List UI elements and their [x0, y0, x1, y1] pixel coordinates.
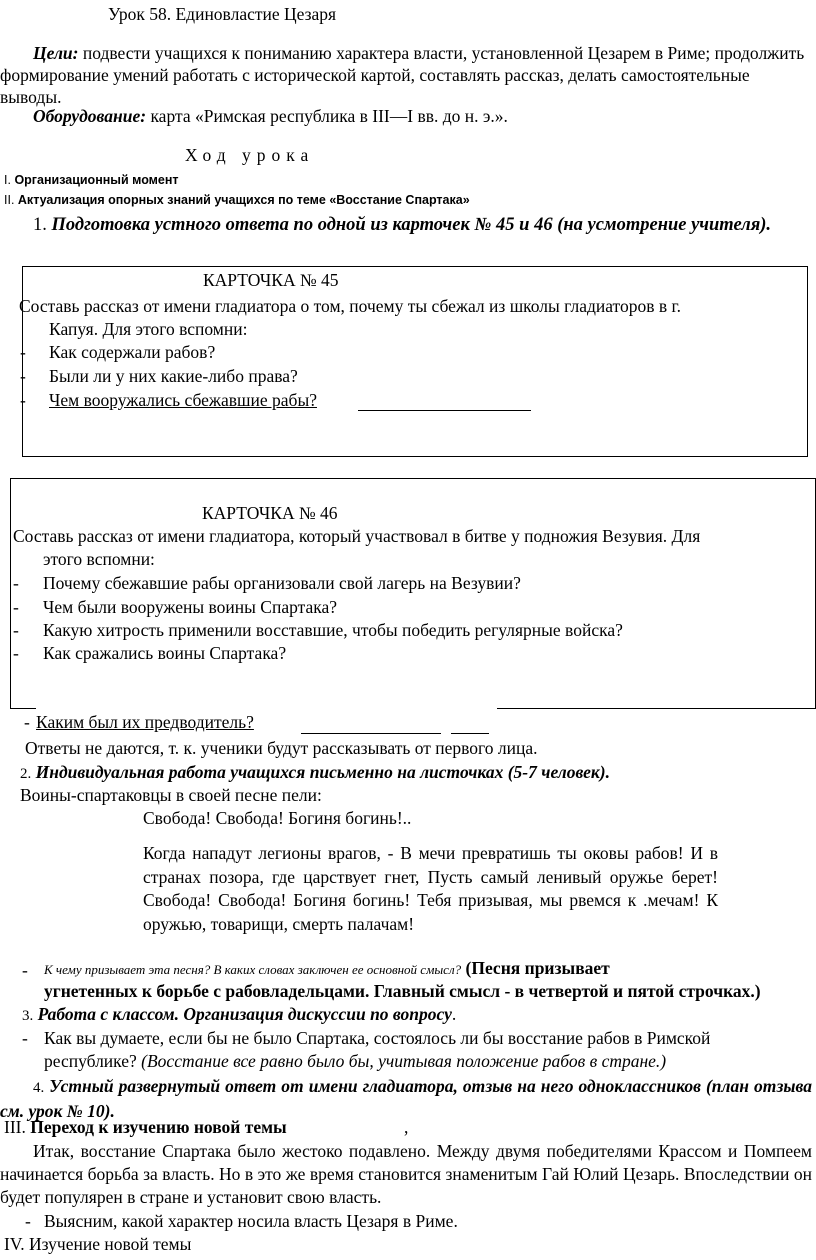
- task-2-answer: угнетенных к борьбе с рабовладельцами. Главный смысл - в четвертой и пятой строчках.): [44, 981, 761, 1001]
- card-46-question-1: Почему сбежавшие рабы организовали свой лагерь на Везувии?: [43, 573, 521, 593]
- task-4: [0, 1075, 812, 1123]
- section-3-title: Переход к изучению новой темы: [30, 1117, 287, 1137]
- task-3: [22, 1004, 456, 1025]
- answer-blank-line: [301, 733, 441, 734]
- task-2: [20, 762, 610, 783]
- card-46-bullet: -: [13, 643, 19, 663]
- card-46-bullet: -: [13, 620, 19, 640]
- card-46-bottom-left: [10, 708, 36, 709]
- card-46-title: КАРТОЧКА № 46: [202, 503, 338, 523]
- task-2-number: 2.: [20, 766, 32, 782]
- section-2-number: II.: [4, 193, 15, 207]
- task-3-question-end: республике?: [44, 1051, 137, 1071]
- task-3-question: Как вы думаете, если бы не было Спартака, состоялось ли бы восстание рабов в Римской: [44, 1028, 711, 1048]
- card-46-question-5: Каким был их предводитель?: [36, 712, 254, 732]
- goals-paragraph: [0, 42, 812, 108]
- answers-note: Ответы не даются, т. к. ученики будут рассказывать от первого лица.: [25, 738, 538, 758]
- section-2: [4, 193, 470, 207]
- goals-label: Цели:: [33, 43, 79, 63]
- section-1-title: Организационный момент: [14, 173, 179, 187]
- section-2-title: Актуализация опорных знаний учащихся по теме «Восстание Спартака»: [17, 193, 470, 207]
- card-45-question-3: Чем вооружались сбежавшие рабы?: [49, 390, 317, 410]
- card-45-intro-cont: Капуя. Для этого вспомни:: [49, 319, 248, 339]
- task-1-number: 1.: [33, 215, 47, 235]
- task-2-text: Индивидуальная работа учащихся письменно на листочках (5-7 человек).: [35, 762, 610, 782]
- card-46-bullet: -: [24, 712, 30, 732]
- stray-comma: ,: [404, 1117, 409, 1137]
- task-4-text: Устный развернутый ответ от имени гладиатора, отзыв на него одноклассников (план отзыва см. урок № 10).: [0, 1076, 812, 1121]
- card-45-intro: Составь рассказ от имени гладиатора о том, почему ты сбежал из школы гладиаторов в г.: [19, 296, 682, 316]
- task-2-lead: Воины-спартаковцы в своей песне пели:: [20, 785, 322, 805]
- goals-text: подвести учащихся к пониманию характера власти, установленной Цезарем в Риме; продолжить формирование умений работать с исторической картой, составлять рассказ, делать самостоятельные выводы.: [0, 43, 805, 107]
- song-verse: Когда нападут легионы врагов, - В мечи превратишь ты оковы рабов! И в странах позора, где царствует гнет, Пусть самый ленивый оружье берет! Свобода! Свобода! Богиня богинь! Тебя призывая, мы рвемся к .мечам! К оружью, товарищи, смерть палачам!: [143, 843, 718, 934]
- equipment-label: Оборудование:: [33, 106, 147, 126]
- task-2-bullet: -: [22, 960, 28, 980]
- song-refrain: Свобода! Свобода! Богиня богинь!..: [143, 808, 412, 828]
- card-46-intro-cont: этого вспомни:: [43, 549, 155, 569]
- transition-bullet: -: [25, 1211, 31, 1231]
- card-45-question-1: Как содержали рабов?: [49, 342, 216, 362]
- lesson-heading: Ход урока: [185, 145, 315, 165]
- section-3-number: III.: [4, 1117, 26, 1137]
- task-3-answer: (Восстание все равно было бы, учитывая положение рабов в стране.): [141, 1051, 667, 1071]
- card-46-bullet: -: [13, 573, 19, 593]
- equipment-line: [33, 106, 508, 127]
- section-1-number: I.: [4, 173, 11, 187]
- transition-paragraph: Итак, восстание Спартака было жестоко подавлено. Между двумя победителями Крассом и Помпеем начинается борьба за власть. Но в это же время становится знаменитым Гай Юлий Цезарь. Впоследствии он будет популярен в стране и установит свою власть.: [0, 1141, 812, 1207]
- task-2-question-line: [44, 958, 610, 979]
- section-3: [4, 1117, 287, 1138]
- task-2-question: К чему призывает эта песня? В каких словах заключен ее основной смысл?: [44, 962, 462, 977]
- section-1: [4, 173, 179, 187]
- card-45-question-2: Были ли у них какие-либо права?: [49, 366, 298, 386]
- task-3-number: 3.: [22, 1008, 34, 1024]
- task-1: [0, 214, 812, 237]
- task-1-text: Подготовка устного ответа по одной из карточек № 45 и 46 (на усмотрение учителя).: [51, 215, 772, 235]
- card-46-question-2: Чем были вооружены воины Спартака?: [43, 597, 338, 617]
- task-3-question-cont: [44, 1051, 666, 1072]
- card-46-question-3: Какую хитрость применили восставшие, чтобы победить регулярные войска?: [43, 620, 623, 640]
- card-45-title: КАРТОЧКА № 45: [203, 270, 339, 290]
- card-45-bullet: -: [20, 342, 26, 362]
- card-45-bullet: -: [20, 390, 26, 410]
- answer-blank-line: [358, 410, 531, 411]
- card-46-bullet: -: [13, 597, 19, 617]
- card-46-question-4: Как сражались воины Спартака?: [43, 643, 287, 663]
- transition-question: Выясним, какой характер носила власть Цезаря в Риме.: [44, 1211, 458, 1231]
- card-46-intro: Составь рассказ от имени гладиатора, который участвовал в битве у подножия Везувия. Для: [13, 526, 701, 546]
- page-title: Урок 58. Единовластие Цезаря: [108, 4, 337, 24]
- task-3-text: Работа с классом. Организация дискуссии по вопросу: [37, 1004, 452, 1024]
- equipment-text: карта «Римская республика в III—I вв. до н. э.».: [150, 106, 508, 126]
- section-4: IV. Изучение новой темы: [4, 1234, 192, 1254]
- answer-blank-line: [451, 733, 489, 734]
- task-3-bullet: -: [22, 1028, 28, 1048]
- task-4-number: 4.: [33, 1080, 45, 1096]
- task-2-answer-start: (Песня призывает: [465, 958, 610, 978]
- task-3-dot: .: [451, 1004, 457, 1024]
- card-45-bullet: -: [20, 366, 26, 386]
- card-46-bottom-right: [497, 708, 815, 709]
